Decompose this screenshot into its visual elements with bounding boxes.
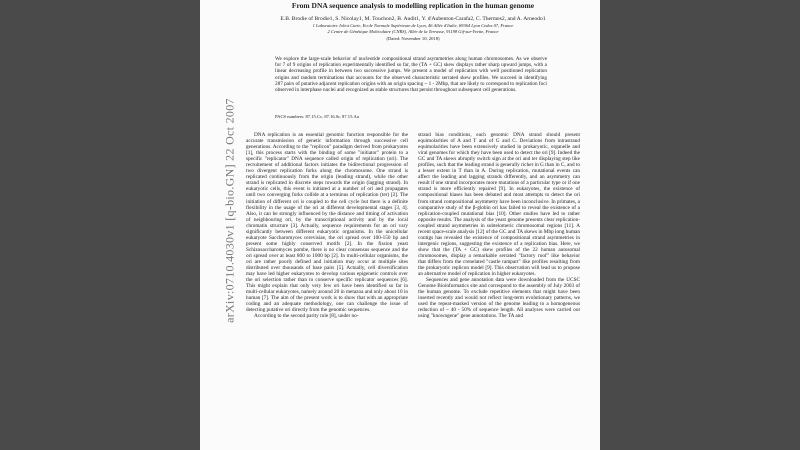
affiliation-2: 2 Centre de Génétique Moléculaire (CNRS), Allée de la Terrasse, 91198 Gif-sur-Yvette, France bbox=[327, 29, 499, 34]
abstract: We explore the large-scale behavior of nucleotide compositional strand asymmetries along human chromosomes. As we observe for 7 of 9 origins of replication experimentally identified so far, the (TA + GC) skew displays rather sharp upward jumps, with a linear decreasing profile in between two successive jumps. We present a model of replication with well positioned replication origins and random terminations that accounts for the observed characteristic serrated skew profiles. We succeed in identifying 287 pairs of putative adjacent replication origins with an origin spacing ~ 1 - 2Mbp, that are likely to correspond to replication foci observed in interphase nuclei and recognized as stable structures that persist throughout subsequent cell generations. bbox=[275, 56, 547, 94]
paper-title: From DNA sequence analysis to modelling replication in the human genome bbox=[291, 1, 535, 10]
arxiv-identifier-text: arXiv:0710.4030v1 [q-bio.GN] 22 Oct 2007 bbox=[222, 98, 237, 323]
right-background bbox=[600, 0, 800, 450]
paragraph: According to the second parity rule [8], under no- bbox=[254, 313, 359, 320]
affiliation-1: 1 Laboratoire Joliot Curie, Ecole Normale Supérieure de Lyon, 46 Allée d'Italie, 69364 Lyon Cedex 07, France bbox=[312, 23, 514, 28]
arxiv-identifier bbox=[220, 100, 240, 330]
pacs-numbers: PACS numbers: 87.15.Cc, 87.16.Sr, 87.15.Aa bbox=[275, 114, 359, 119]
right-column bbox=[418, 132, 580, 319]
paragraph: strand bias conditions, each genomic DNA strand should present equimolarities of A and T and of G and C. Deviations from intrastrand equimolarities have been extensively studied in prokaryotic, organelle and viral genomes for which they have been used to detect the ori [9]. Indeed the GC and TA skews abruptly switch sign at the ori and ter displaying step like profiles, such that the leading strand is generally richer in G than in C, and to a lesser extent in T than in A. During replication, mutational events can affect the leading and lagging strands differently, and an asymmetry can result if one strand incorporates more mutations of a particular type or if one strand is more efficiently repaired [9]. In eukaryotes, the existence of compositional biases has been debated and most attempts to detect the ori from strand compositional asymmetry have been inconclusive. In primates, a comparative study of the β-globin ori has failed to reveal the existence of a replication-coupled mutational bias [10]. Other studies have led to rather opposite results. The analysis of the yeast genome presents clear replication-coupled strand asymmetries in subtelomeric chromosomal regions [11]. A recent space-scale analysis [12] of the GC and TA skews in Mbp long human contigs has revealed the existence of compositional strand asymmetries in intergenic regions, suggesting the existence of a replication bias. Here, we show that the (TA + GC) skew profiles of the 22 human autosomal chromosomes, display a remarkable serrated "factory roof" like behavior that differs from the crenelated "castle rampart" like profiles resulting from the prokaryotic replicon model [9]. This observation will lead us to propose an alternative model of replication in higher eukaryotes. bbox=[418, 132, 580, 278]
left-background bbox=[0, 0, 200, 450]
paragraph: DNA replication is an essential genomic function responsible for the accurate transmission of genetic information through successive cell generations. According to the "replicon" paradigm derived from prokaryotes [1], this process starts with the binding of some "initiator" protein to a specific "replicator" DNA sequence called origin of replication (ori). The recruitement of additional factors initiates the bidirectional progression of two divergent replication forks along the chromosome. One strand is replicated continuously from the origin (leading strand), while the other strand is replicated in discrete steps towards the origin (lagging strand). In eukaryotic cells, this event is initiated at a number of ori and propagates until two converging forks collide at a terminus of replication (ter) [2]. The initiation of different ori is coupled to the cell cycle but there is a definite flexibility in the usage of the ori at different developmental stages [3, 4]. Also, it can be strongly influenced by the distance and timing of activation of neighbouring ori, by the transcriptional activity and by the local chromatin structure [3]. Actually, sequence requirements for an ori vary significantly between different eukaryotic organisms. In the unicellular eukaryote Saccharomyces cerevisiae, the ori spread over 100-150 bp and present some highly conserved motifs [2]. In the fission yeast Schizosaccharomyces pombe, there is no clear consensus sequence and the ori spread over at least 800 to 1000 bp [2]. In multi-cellular organisms, the ori are rather poorly defined and initiation may occur at multiple sites distributed over thousands of base pairs [5]. Actually, cell diversification may have led higher eukaryotes to develop various epigenetic controls over the ori selection rather than to conserve specific replicator sequences [6]. This might explain that only very few ori have been identified so far in multi-cellular eukaryotes, namely around 20 in metazoa and only about 10 in human [7]. The aim of the present work is to show that with an appropriate coding and an adequate methodology, one can challenge the issue of detecting putative ori directly from the genomic sequences. bbox=[246, 132, 408, 314]
left-column bbox=[246, 132, 408, 319]
author-list: E.B. Brodie of Brodie1, S. Nicolay1, M. Touchon2, B. Audit1, Y. d'Aubenton-Carafa2, C. Thermes2, and A. Arneodo1 bbox=[280, 16, 546, 22]
date-line: (Dated: November 10, 2018) bbox=[386, 36, 440, 41]
paragraph: Sequences and gene annotation data were downloaded from the UCSC Genome Bioinformatics site and correspond to the assembly of July 2003 of the human genome. To exclude repetitive elements that might have been inserted recently and would not reflect long-term evolutionary patterns, we used the repeat-masked version of the genome leading to a homogeneous reduction of ~ 40 - 50% of sequence length. All analyses were carried out using "knowngene" gene annotations. The TA and bbox=[418, 277, 580, 320]
author-block bbox=[238, 16, 588, 42]
